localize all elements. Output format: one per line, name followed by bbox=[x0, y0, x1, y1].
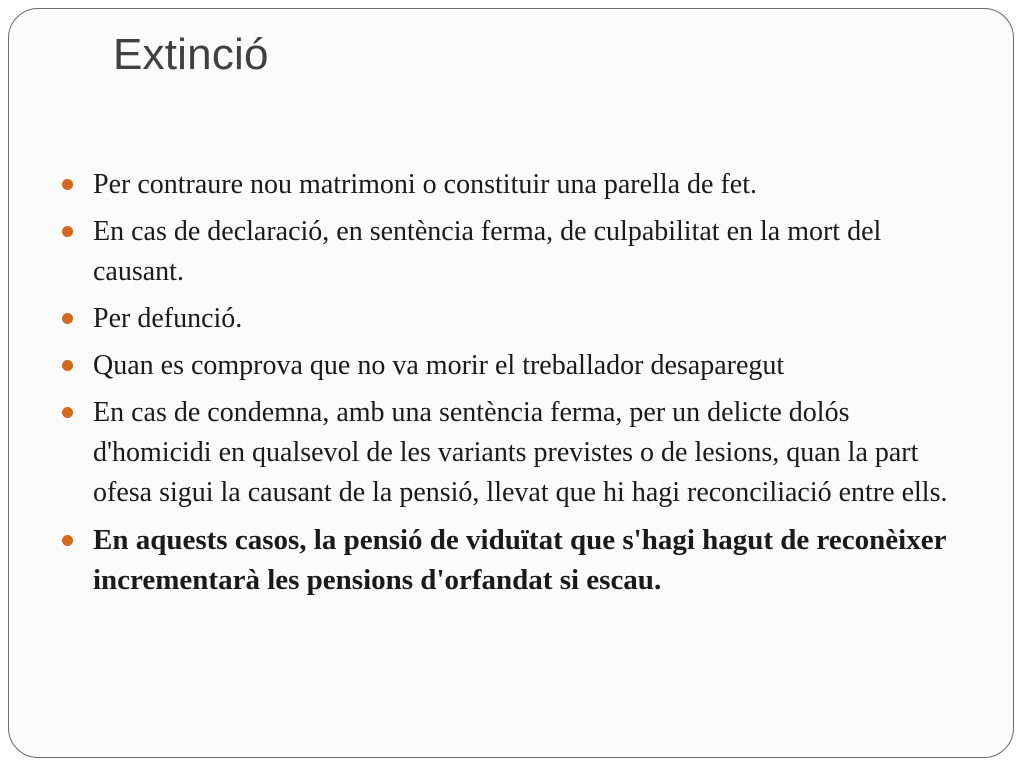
bullet-dot-icon bbox=[62, 535, 73, 546]
bullet-item bbox=[62, 299, 972, 339]
bullet-dot-icon bbox=[62, 360, 73, 371]
bullet-dot-icon bbox=[62, 179, 73, 190]
bullet-dot-icon bbox=[62, 407, 73, 418]
bullet-list bbox=[62, 165, 972, 607]
bullet-item bbox=[62, 393, 972, 513]
bullet-dot-icon bbox=[62, 313, 73, 324]
bullet-item bbox=[62, 346, 972, 386]
bullet-text: Per contraure nou matrimoni o constituir una parella de fet. bbox=[93, 169, 758, 200]
slide-title: Extinció bbox=[113, 30, 269, 79]
bullet-dot-icon bbox=[62, 226, 73, 237]
bullet-text: Per defunció. bbox=[93, 303, 243, 334]
bullet-text: Quan es comprova que no va morir el treballador desaparegut bbox=[93, 350, 785, 381]
bullet-item bbox=[62, 212, 972, 292]
bullet-item-emphasis bbox=[62, 520, 972, 600]
bullet-item bbox=[62, 165, 972, 205]
bullet-text: En aquests casos, la pensió de viduïtat que s'hagi hagut de reconèixer incrementarà les pensions d'orfandat si escau. bbox=[93, 524, 946, 596]
bullet-text: En cas de declaració, en sentència ferma, de culpabilitat en la mort del causant. bbox=[93, 216, 882, 287]
bullet-text: En cas de condemna, amb una sentència ferma, per un delicte dolós d'homicidi en qualsevol de les variants previstes o de lesions, quan la part ofesa sigui la causant de la pensió, llevat que hi hagi reconciliació entre ells. bbox=[93, 397, 948, 508]
